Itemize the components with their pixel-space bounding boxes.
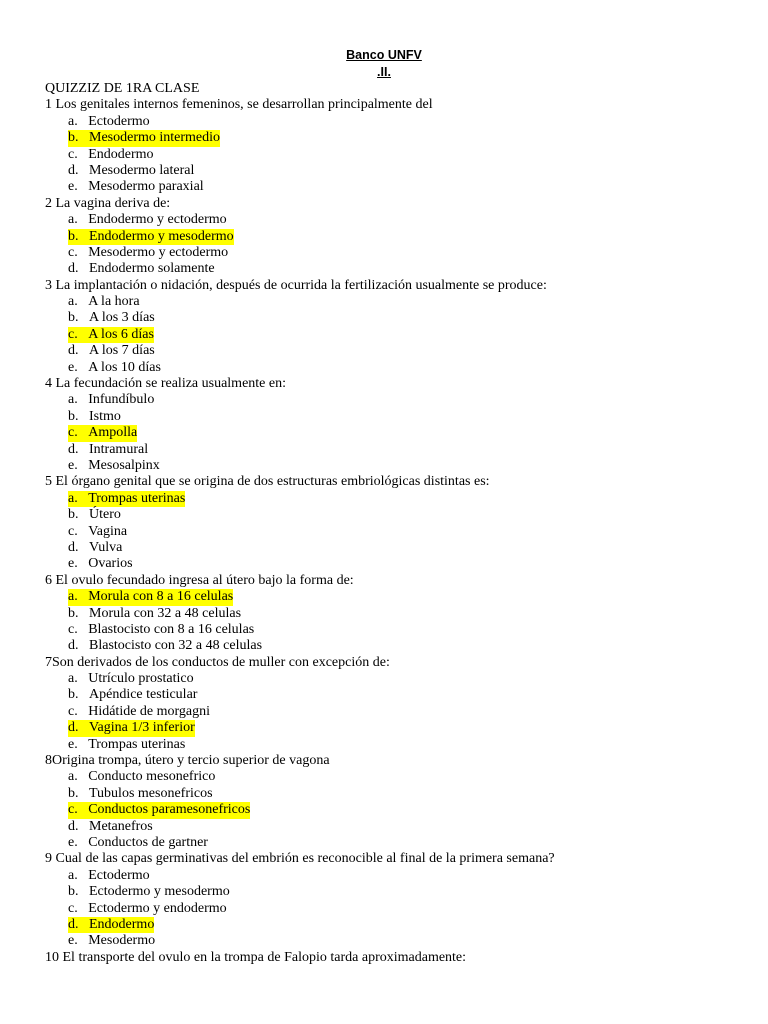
option-text: d. Blastocisto con 32 a 48 celulas (68, 638, 263, 654)
document-title: Banco UNFV (346, 48, 422, 62)
option-text: d. Vulva (68, 539, 123, 555)
answer-option (45, 819, 745, 835)
question-9: 9 Cual de las capas germinativas del embrión es reconocible al final de la primera semana? (45, 851, 555, 867)
answer-option (45, 802, 745, 818)
option-text: e. A los 10 días (68, 359, 161, 375)
option-text: a. Ectodermo (68, 113, 150, 129)
question-7: 7Son derivados de los conductos de muller con excepción de: (45, 654, 390, 670)
question-5: 5 El órgano genital que se origina de dos estructuras embriológicas distintas es: (45, 474, 490, 490)
answer-option (45, 884, 745, 900)
option-text: b. Morula con 32 a 48 celulas (68, 605, 242, 621)
answer-option (45, 327, 745, 343)
option-text: a. Infundíbulo (68, 392, 155, 408)
section-title: QUIZZIZ DE 1RA CLASE (45, 81, 200, 96)
option-text: b. A los 3 días (68, 310, 155, 326)
document-subtitle: .II. (377, 65, 391, 79)
answer-option (45, 835, 745, 851)
option-text: a. A la hora (68, 294, 140, 310)
correct-answer-highlight: a. Morula con 8 a 16 celulas (68, 589, 234, 605)
option-text: d. Intramural (68, 441, 149, 457)
answer-option (45, 294, 745, 310)
answer-option (45, 229, 745, 245)
option-text: e. Mesodermo paraxial (68, 179, 204, 195)
option-text: a. Ectodermo (68, 867, 150, 883)
answer-option (45, 589, 745, 605)
option-text: a. Conducto mesonefrico (68, 769, 216, 785)
answer-option (45, 720, 745, 736)
answer-option (45, 261, 745, 277)
answer-option (45, 638, 745, 654)
option-text: b. Ectodermo y mesodermo (68, 884, 230, 900)
answer-option (45, 130, 745, 146)
answer-option (45, 491, 745, 507)
option-text: e. Mesodermo (68, 933, 156, 949)
question-4: 4 La fecundación se realiza usualmente en: (45, 376, 286, 392)
option-text: c. Vagina (68, 523, 128, 539)
option-text: c. Blastocisto con 8 a 16 celulas (68, 621, 255, 637)
quiz-content (45, 81, 745, 966)
answer-option (45, 917, 745, 933)
option-text: d. Metanefros (68, 818, 153, 834)
option-text: b. Apéndice testicular (68, 687, 198, 703)
answer-option (45, 114, 745, 130)
answer-option (45, 425, 745, 441)
correct-answer-highlight: d. Vagina 1/3 inferior (68, 720, 195, 736)
answer-option (45, 786, 745, 802)
answer-option (45, 524, 745, 540)
answer-option (45, 540, 745, 556)
answer-option (45, 606, 745, 622)
answer-option (45, 458, 745, 474)
answer-option (45, 147, 745, 163)
option-text: d. Endodermo solamente (68, 261, 215, 277)
correct-answer-highlight: c. Conductos paramesonefricos (68, 802, 251, 818)
answer-option (45, 392, 745, 408)
answer-option (45, 442, 745, 458)
question-2: 2 La vagina deriva de: (45, 195, 171, 211)
option-text: e. Ovarios (68, 556, 133, 572)
answer-option (45, 671, 745, 687)
answer-option (45, 933, 745, 949)
option-text: c. Hidátide de morgagni (68, 703, 211, 719)
question-10: 10 El transporte del ovulo en la trompa de Falopio tarda aproximadamente: (45, 949, 467, 965)
option-text: e. Conductos de gartner (68, 834, 208, 850)
answer-option (45, 901, 745, 917)
answer-option (45, 769, 745, 785)
option-text: c. Ectodermo y endodermo (68, 900, 227, 916)
option-text: d. A los 7 días (68, 343, 155, 359)
question-3: 3 La implantación o nidación, después de ocurrida la fertilización usualmente se produce: (45, 277, 547, 293)
correct-answer-highlight: b. Mesodermo intermedio (68, 130, 221, 146)
correct-answer-highlight: b. Endodermo y mesodermo (68, 228, 234, 244)
correct-answer-highlight: c. A los 6 días (68, 326, 154, 342)
answer-option (45, 310, 745, 326)
correct-answer-highlight: d. Endodermo (68, 916, 155, 932)
answer-option (45, 245, 745, 261)
option-text: a. Utrículo prostatico (68, 671, 194, 687)
answer-option (45, 212, 745, 228)
option-text: c. Endodermo (68, 146, 154, 162)
question-1: 1 Los genitales internos femeninos, se desarrollan principalmente del (45, 97, 433, 113)
answer-option (45, 556, 745, 572)
answer-option (45, 687, 745, 703)
answer-option (45, 507, 745, 523)
answer-option (45, 622, 745, 638)
answer-option (45, 409, 745, 425)
answer-option (45, 179, 745, 195)
correct-answer-highlight: a. Trompas uterinas (68, 490, 186, 506)
answer-option (45, 343, 745, 359)
answer-option (45, 737, 745, 753)
answer-option (45, 360, 745, 376)
option-text: a. Endodermo y ectodermo (68, 212, 227, 228)
answer-option (45, 704, 745, 720)
option-text: e. Trompas uterinas (68, 736, 186, 752)
correct-answer-highlight: c. Ampolla (68, 425, 138, 441)
question-6: 6 El ovulo fecundado ingresa al útero bajo la forma de: (45, 572, 354, 588)
answer-option (45, 163, 745, 179)
option-text: c. Mesodermo y ectodermo (68, 244, 229, 260)
option-text: e. Mesosalpinx (68, 457, 160, 473)
option-text: b. Tubulos mesonefricos (68, 785, 213, 801)
answer-option (45, 868, 745, 884)
option-text: b. Istmo (68, 408, 121, 424)
question-8: 8Origina trompa, útero y tercio superior de vagona (45, 753, 330, 769)
option-text: d. Mesodermo lateral (68, 162, 195, 178)
option-text: b. Útero (68, 507, 121, 523)
